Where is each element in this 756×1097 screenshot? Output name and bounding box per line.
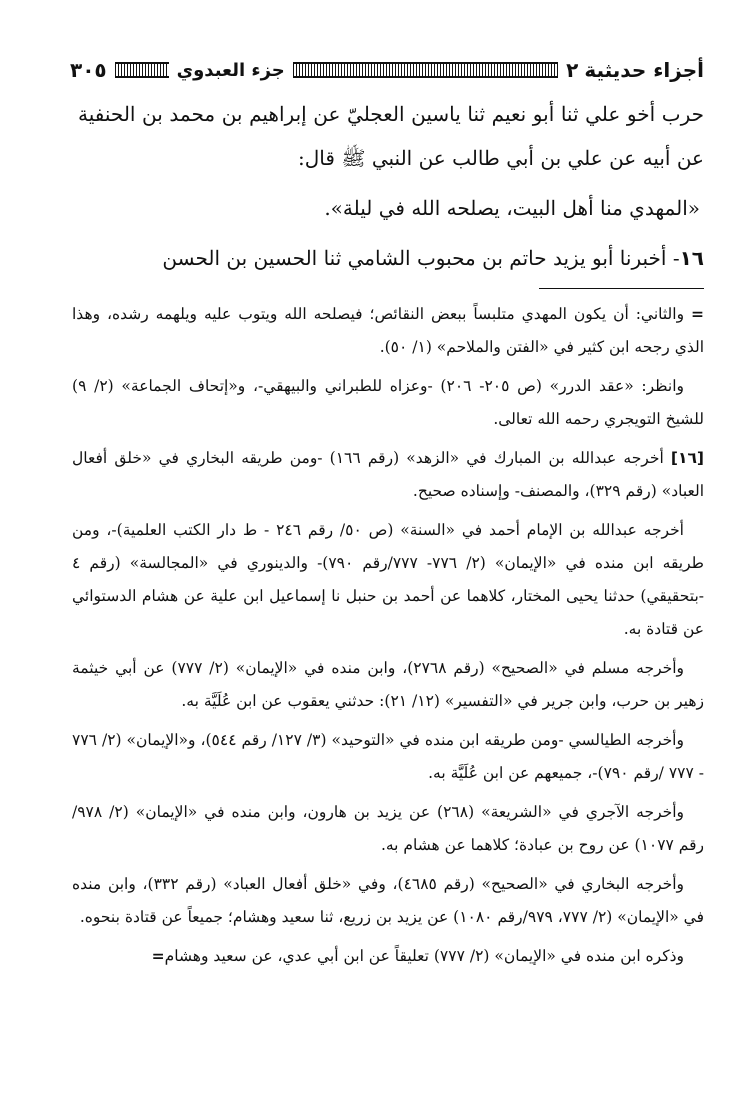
footnote-text: والثاني: أن يكون المهدي متلبساً ببعض النقائص؛ فيصلحه الله ويتوب عليه ويلهمه رشده، وهذا الذي رجحه ابن كثير في «الفتن والملاحم» (١/ ٥٠).: [72, 305, 704, 356]
footnote-number: [١٦]: [670, 449, 704, 467]
footnote-text: وذكره ابن منده في «الإيمان» (٢/ ٧٧٧) تعليقاً عن ابن أبي عدي، عن سعيد وهشام: [164, 947, 684, 965]
header-ornament-bar: [293, 62, 558, 78]
book-title: جزء العبدوي: [176, 59, 285, 81]
footnote-paragraph: أخرجه عبدالله بن الإمام أحمد في «السنة» (ص ٥٠/ رقم ٢٤٦ - ط دار الكتب العلمية)-، ومن طريقه ابن منده في «الإيمان» (٢/ ٧٧٦- ٧٧٧/رقم ٧٩٠)- والدينوري في «المجالسة» (رقم ٤ -بتحقيقي) حدثنا يحيى المختار، كلاهما عن أحمد بن حنبل نا إسماعيل ابن علية عن هشام الدستوائي عن قتادة به.: [72, 521, 704, 638]
series-title: أجزاء حديثية: [584, 58, 704, 82]
footnote-paragraph: وأخرجه مسلم في «الصحيح» (رقم ٢٧٦٨)، وابن منده في «الإيمان» (٢/ ٧٧٧) عن أبي خيثمة زهير بن حرب، وابن جرير في «التفسير» (١٢/ ٢١): حدثني يعقوب عن ابن عُلَيَّة به.: [72, 659, 704, 710]
header-ornament-bar-short: [115, 62, 169, 78]
running-header: [70, 50, 704, 90]
footnote-continuation: [72, 298, 704, 364]
footnote-separator: [539, 288, 704, 289]
footnotes: [72, 298, 704, 979]
footnote-entry-16: [72, 442, 704, 508]
continuation-mark: =: [691, 305, 704, 323]
hadith-text: - أخبرنا أبو يزيد حاتم بن محبوب الشامي ثنا الحسين بن الحسن: [162, 246, 680, 270]
volume-number: ٢: [566, 58, 579, 82]
main-text: [78, 92, 704, 280]
footnote-paragraph: وأخرجه الطيالسي -ومن طريقه ابن منده في «التوحيد» (٣/ ١٢٧/ رقم ٥٤٤)، و«الإيمان» (٢/ ٧٧٦ - ٧٧٧ /رقم ٧٩٠)-، جميعهم عن ابن عُلَيَّة به.: [72, 731, 704, 782]
footnote-last-line: [72, 940, 704, 973]
footnote-paragraph: وانظر: «عقد الدرر» (ص ٢٠٥- ٢٠٦) -وعزاه للطبراني والبيهقي-، و«إتحاف الجماعة» (٢/ ٩) للشيخ التويجري رحمه الله تعالى.: [72, 377, 704, 428]
hadith-quote: «المهدي منا أهل البيت، يصلحه الله في ليلة».: [324, 196, 700, 220]
main-paragraph: حرب أخو علي ثنا أبو نعيم ثنا ياسين العجليّ عن إبراهيم بن محمد بن الحنفية عن أبيه عن علي بن أبي طالب عن النبي ﷺ قال:: [78, 102, 704, 170]
footnote-paragraph: وأخرجه البخاري في «الصحيح» (رقم ٤٦٨٥)، وفي «خلق أفعال العباد» (رقم ٣٣٢)، وابن منده في «الإيمان» (٢/ ٧٧٧، ٩٧٩/رقم ١٠٨٠) عن يزيد بن زريع، ثنا سعيد وهشام؛ جميعاً عن قتادة بنحوه.: [72, 875, 704, 926]
footnote-text: أخرجه عبدالله بن المبارك في «الزهد» (رقم ١٦٦) -ومن طريقه البخاري في «خلق أفعال العباد» (رقم ٣٢٩)، والمصنف- وإسناده صحيح.: [72, 449, 704, 500]
page-number: ٣٠٥: [70, 58, 107, 82]
footnote-paragraph: وأخرجه الآجري في «الشريعة» (٢٦٨) عن يزيد بن هارون، وابن منده في «الإيمان» (٢/ ٩٧٨/ رقم ١٠٧٧) عن روح بن عبادة؛ كلاهما عن هشام به.: [72, 803, 704, 854]
continuation-end-mark: =: [151, 947, 165, 965]
hadith-number: ١٦: [679, 246, 704, 270]
hadith-entry: [78, 236, 704, 280]
